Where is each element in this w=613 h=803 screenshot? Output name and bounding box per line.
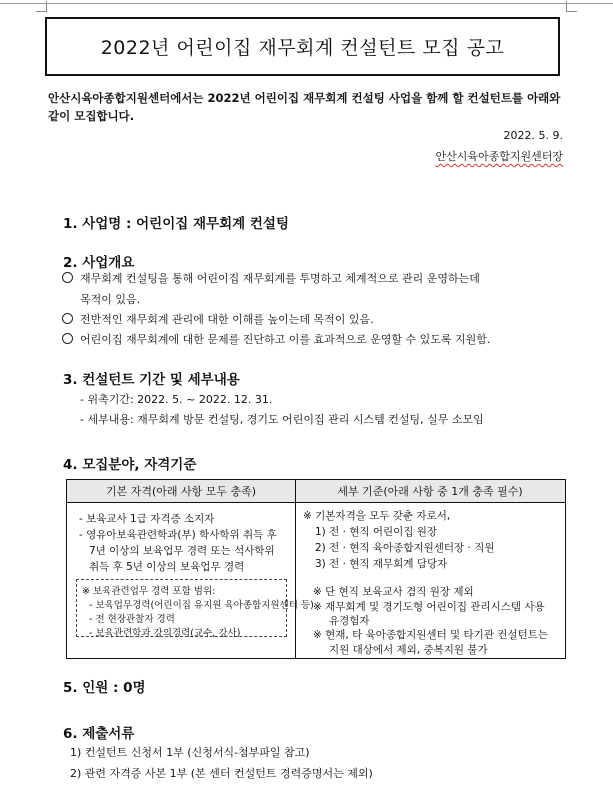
detail-note: ※ 재무회계 및 경기도형 어린이집 관리시스템 사용	[313, 601, 545, 613]
overview-item-3: 어린이집 재무회계에 대한 문제를 진단하고 이를 효과적으로 운영할 수 있도록 지원함.	[62, 331, 490, 347]
detail-note: ※ 현재, 타 육아종합지원센터 및 타기관 컨설턴트는	[313, 629, 549, 641]
table-header-basic: 기본 자격(아래 사항 모두 충족)	[67, 480, 295, 503]
basic-item: 7년 이상의 보육업무 경력 또는 석사학위	[89, 545, 275, 557]
issuing-organization: 안산시육아종합지원센터장	[435, 150, 563, 163]
overview-item-2: 전반적인 재무회계 관리에 대한 이해를 높이는데 목적이 있음.	[62, 311, 374, 327]
career-scope-item: - 전 현장관찰자 경력	[89, 614, 175, 625]
section-3-title: 3. 컨설턴트 기간 및 세부내용	[63, 372, 240, 388]
section-5-title: 5. 인원 : 0명	[63, 680, 146, 696]
overview-item-1-cont: 목적이 있음.	[80, 293, 141, 306]
career-scope-item: - 보육관련학과 강의경력(교수, 강사)	[89, 628, 241, 639]
circle-bullet-icon	[62, 272, 73, 283]
period-item: - 위촉기간: 2022. 5. ~ 2022. 12. 31.	[80, 393, 273, 406]
basic-item: - 보육교사 1급 자격증 소지자	[79, 513, 215, 525]
basic-item: 취득 후 5년 이상의 보육업무 경력	[89, 561, 245, 573]
section-2-title: 2. 사업개요	[63, 255, 135, 271]
career-scope-title: ※ 보육관련업무 경력 포함 범위:	[82, 586, 216, 597]
section-1-title: 1. 사업명 : 어린이집 재무회계 컨설팅	[63, 216, 289, 232]
margin-corner-mark-left	[36, 1, 47, 12]
detail-note: ※ 단 현직 보육교사 겸직 원장 제외	[313, 586, 474, 598]
circle-bullet-icon	[62, 313, 73, 324]
career-scope-box	[76, 579, 314, 639]
page-top-rule	[0, 3, 613, 4]
detail-note: 지원 대상에서 제외, 중복지원 불가	[329, 644, 488, 656]
intro-paragraph: 안산시육아종합지원센터에서는 2022년 어린이집 재무회계 컨설팅 사업을 함께 할 컨설턴트를 아래와 같이 모집합니다.	[48, 91, 561, 123]
margin-corner-mark-right	[566, 1, 577, 12]
title-text: 2022년 어린이집 재무회계 컨설턴트 모집 공고	[100, 37, 505, 59]
circle-bullet-icon	[62, 333, 73, 344]
detail-criteria-item: 1) 전 · 현직 어린이집 원장	[315, 526, 438, 538]
detail-criteria-item: 3) 전 · 현직 재무회계 담당자	[315, 558, 448, 570]
section-6-title: 6. 제출서류	[63, 726, 135, 742]
document-item: 2) 관련 자격증 사본 1부 (본 센터 컨설턴트 경력증명서는 제외)	[70, 767, 373, 780]
table-header-detail: 세부 기준(아래 사항 중 1개 충족 필수)	[295, 480, 565, 503]
detail-criteria-item: 2) 전 · 현직 육아종합지원센터장 · 직원	[315, 542, 495, 554]
career-scope-item: - 보육업무경력(어린이집 유지원 육아종합지원센터 등)	[89, 600, 314, 611]
qualification-table	[66, 479, 566, 659]
basic-item: - 영유아보육관련학과(부) 학사학위 취득 후	[79, 529, 277, 541]
announcement-date: 2022. 5. 9.	[503, 129, 563, 142]
document-item: 1) 컨설턴트 신청서 1부 (신청서식-첨부파일 참고)	[70, 746, 310, 759]
detail-item: - 세부내용: 재무회계 방문 컨설팅, 경기도 어린이집 관리 시스템 컨설팅, 실무 소모임	[80, 413, 484, 426]
overview-item-1: 재무회계 컨설팅을 통해 어린이집 재무회계를 투명하고 체계적으로 관리 운영하는데	[62, 270, 480, 286]
detail-criteria-intro: ※ 기본자격을 모두 갖춘 자로서,	[303, 510, 451, 522]
table-divider	[295, 480, 296, 658]
section-4-title: 4. 모집분야, 자격기준	[63, 457, 197, 473]
detail-note: 유경험자	[329, 615, 370, 627]
document-title	[45, 17, 560, 76]
